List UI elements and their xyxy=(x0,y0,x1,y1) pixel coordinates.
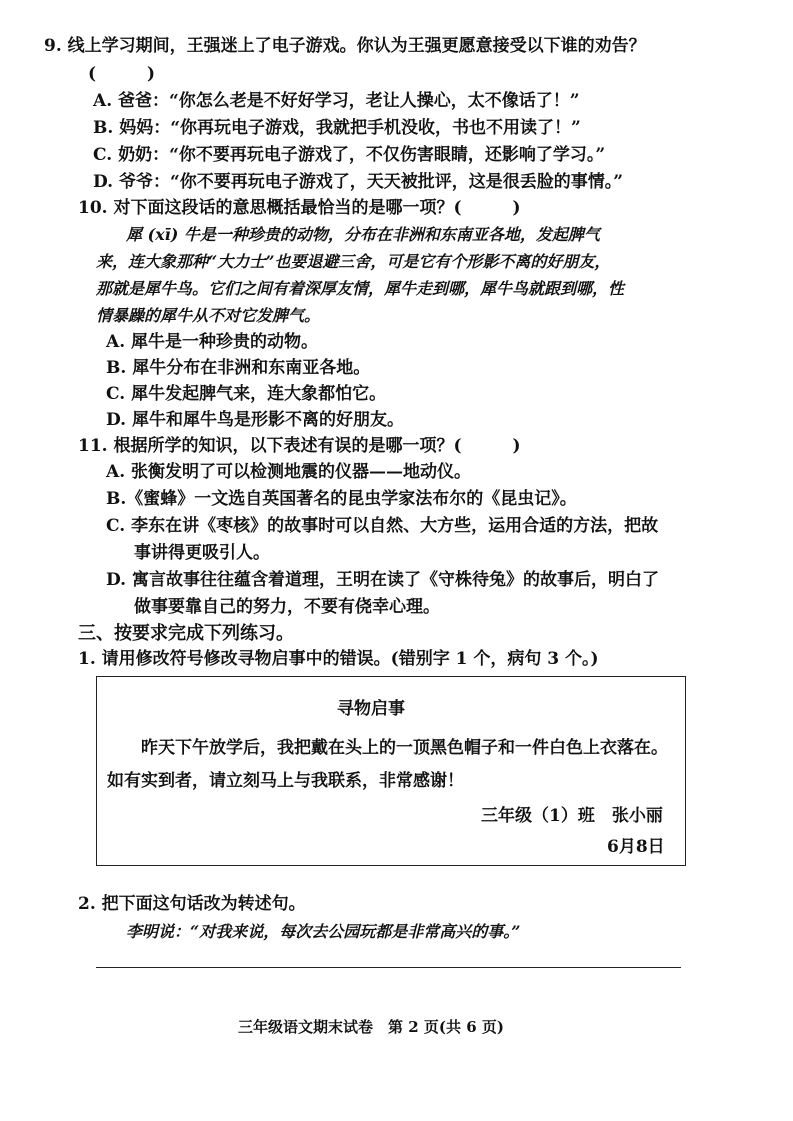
q10-option-d: D. 犀牛和犀牛鸟是形影不离的好朋友。 xyxy=(106,410,404,430)
q9-answer-blank: ( ) xyxy=(88,64,156,84)
q11-stem: 11. 根据所学的知识，以下表述有误的是哪一项？( ) xyxy=(78,436,521,456)
q10-passage-line: 来，连大象那种“大力士”也要退避三舍，可是它有个形影不离的好朋友， xyxy=(96,252,611,271)
q11-option-d-cont: 做事要靠自己的努力，不要有侥幸心理。 xyxy=(134,597,440,617)
q10-option-c: C. 犀牛发起脾气来，连大象都怕它。 xyxy=(106,384,387,404)
notice-date: 6月8日 xyxy=(607,837,665,857)
s3-q2-sentence: 李明说：“对我来说，每次去公园玩都是非常高兴的事。” xyxy=(126,922,521,941)
notice-body-line-2: 如有实到者，请立刻马上与我联系，非常感谢！ xyxy=(107,771,464,791)
s3-q1-stem: 1. 请用修改符号修改寻物启事中的错误。(错别字 1 个，病句 3 个。) xyxy=(78,649,599,669)
q9-option-c: C. 奶奶：“你不要再玩电子游戏了，不仅伤害眼睛，还影响了学习。” xyxy=(93,145,606,165)
notice-title: 寻物启事 xyxy=(337,699,405,719)
q10-passage-line: 犀 (xī) 牛是一种珍贵的动物，分布在非洲和东南亚各地，发起脾气 xyxy=(126,225,600,244)
q9-option-b: B. 妈妈：“你再玩电子游戏，我就把手机没收，书也不用读了！” xyxy=(93,118,581,138)
q9-option-a: A. 爸爸：“你怎么老是不好好学习，老让人操心，太不像话了！” xyxy=(93,91,580,111)
q11-option-d: D. 寓言故事往往蕴含着道理，王明在读了《守株待兔》的故事后，明白了 xyxy=(106,570,659,590)
q10-option-a: A. 犀牛是一种珍贵的动物。 xyxy=(106,332,319,352)
q11-option-c-cont: 事讲得更吸引人。 xyxy=(134,543,270,563)
q10-stem: 10. 对下面这段话的意思概括最恰当的是哪一项？( ) xyxy=(78,198,521,218)
q9-stem: 9. 线上学习期间，王强迷上了电子游戏。你认为王强更愿意接受以下谁的劝告？ xyxy=(44,36,646,56)
section-3-title: 三、按要求完成下列练习。 xyxy=(78,623,294,644)
q11-option-b: B.《蜜蜂》一文选自英国著名的昆虫学家法布尔的《昆虫记》。 xyxy=(106,489,577,509)
answer-line[interactable] xyxy=(96,967,681,968)
q11-option-c: C. 李东在讲《枣核》的故事时可以自然、大方些，运用合适的方法，把故 xyxy=(106,516,659,536)
lost-item-notice-box xyxy=(96,676,686,866)
page-footer: 三年级语文期末试卷 第 2 页(共 6 页) xyxy=(238,1018,504,1036)
notice-signature: 三年级（1）班 张小丽 xyxy=(481,806,663,826)
q11-option-a: A. 张衡发明了可以检测地震的仪器——地动仪。 xyxy=(106,462,472,482)
notice-body-line-1: 昨天下午放学后，我把戴在头上的一顶黑色帽子和一件白色上衣落在。 xyxy=(141,738,668,758)
q9-option-d: D. 爷爷：“你不要再玩电子游戏了，天天被批评，这是很丢脸的事情。” xyxy=(93,172,624,192)
q10-passage-line: 那就是犀牛鸟。它们之间有着深厚友情，犀牛走到哪，犀牛鸟就跟到哪，性 xyxy=(96,279,625,298)
q10-option-b: B. 犀牛分布在非洲和东南亚各地。 xyxy=(106,358,371,378)
q10-passage-line: 情暴躁的犀牛从不对它发脾气。 xyxy=(96,306,321,325)
s3-q2-stem: 2. 把下面这句话改为转述句。 xyxy=(78,894,306,914)
